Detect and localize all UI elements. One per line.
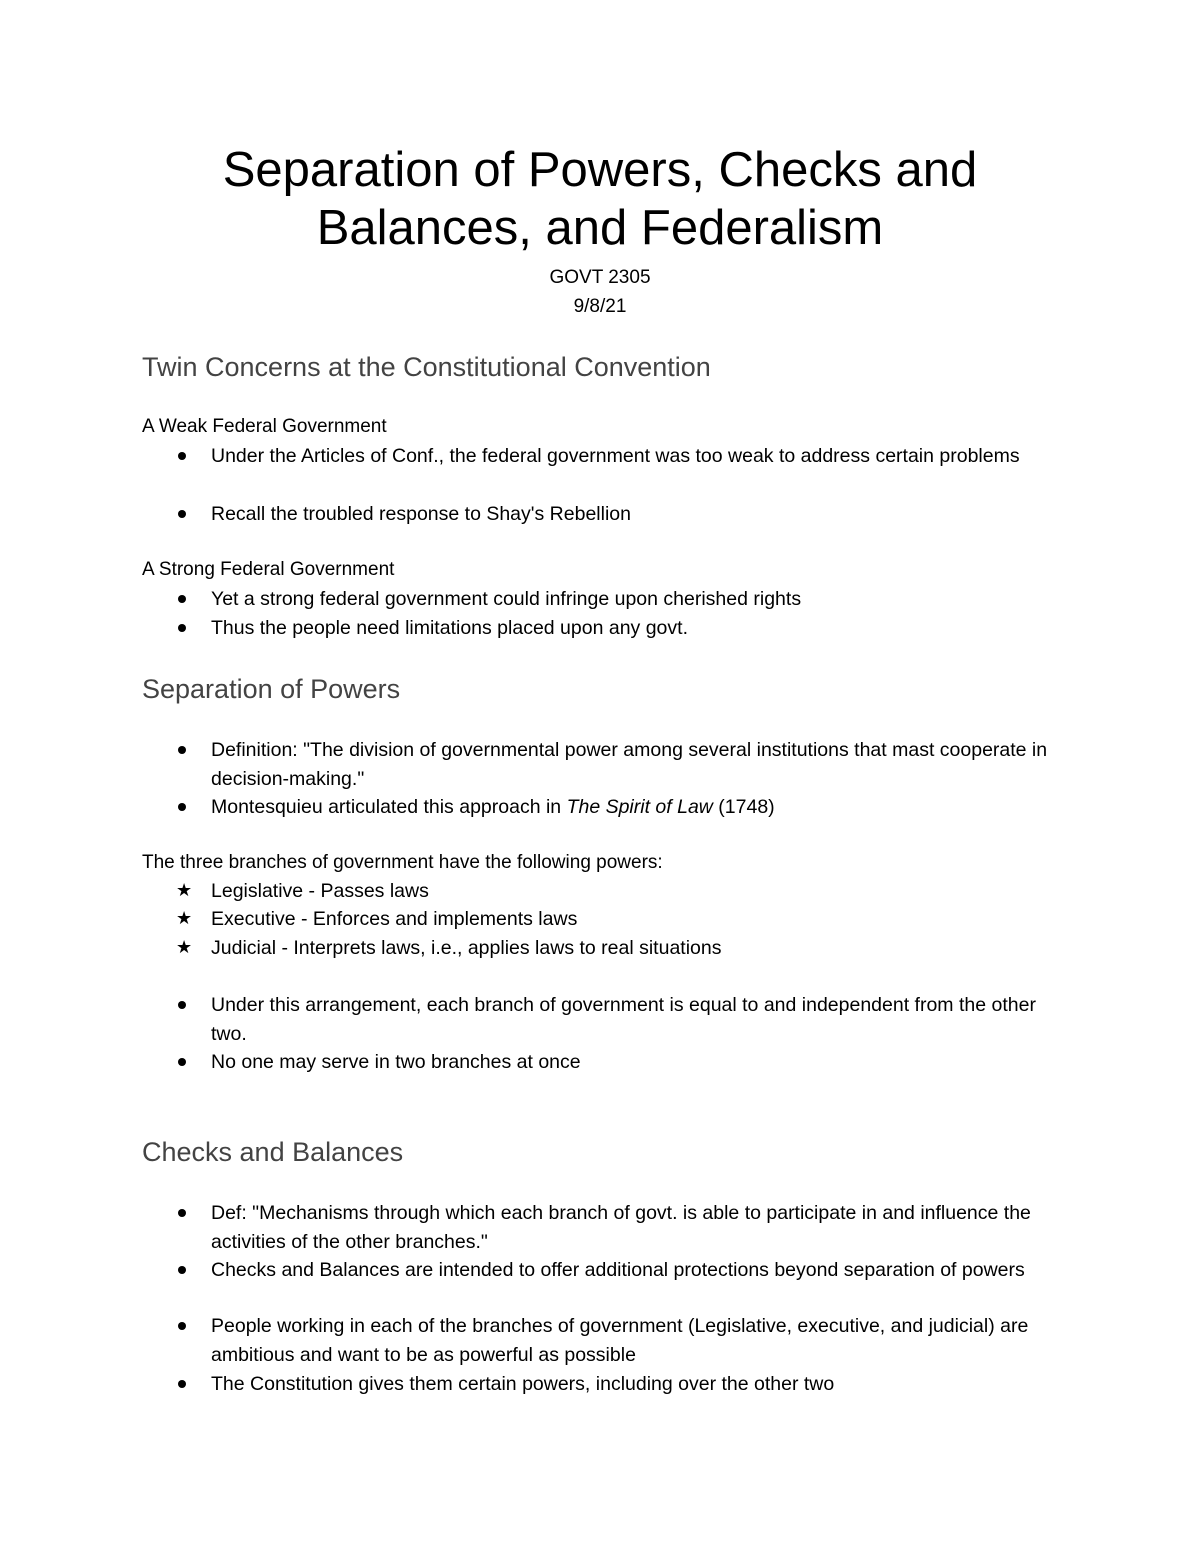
list-item: The Constitution gives them certain powers, including over the other two [211,1373,835,1395]
branches-label: The three branches of government have the following powers: [142,852,663,873]
list-item: Yet a strong federal government could infringe upon cherished rights [211,588,802,610]
montesquieu-suffix: (1748) [712,796,775,818]
bullet-icon [176,595,188,604]
star-bullet-icon: ★ [176,880,193,901]
title-line-2: Balances, and Federalism [316,201,884,255]
list-item: Recall the troubled response to Shay's Rebellion [211,503,631,525]
bullet-icon [176,1380,188,1389]
book-title: The Spirit of Law [566,796,713,818]
list-item: People working in each of the branches of government (Legislative, executive, and judicial) are ambitious and want to be as powerful as possible [211,1315,1029,1366]
list-item: Executive - Enforces and implements laws [211,908,578,930]
star-bullet-icon: ★ [176,937,193,958]
bullet-icon [176,1001,188,1010]
strong-government-label: A Strong Federal Government [142,559,395,580]
course-code: GOVT 2305 [549,267,651,288]
star-bullet-icon: ★ [176,908,193,929]
heading-twin-concerns: Twin Concerns at the Constitutional Convention [142,352,711,382]
bullet-icon [176,1266,188,1275]
list-item [211,793,1051,822]
document-date: 9/8/21 [573,296,627,317]
heading-checks-and-balances: Checks and Balances [142,1137,404,1167]
list-item: Legislative - Passes laws [211,880,429,902]
bullet-icon [176,510,188,519]
bullet-icon [176,624,188,633]
list-item: Definition: "The division of governmental power among several institutions that mast cooperate in decision-making." [211,739,1048,790]
montesquieu-prefix: Montesquieu articulated this approach in [211,796,567,818]
list-item: Judicial - Interprets laws, i.e., applies laws to real situations [211,937,722,959]
list-item: Def: "Mechanisms through which each branch of govt. is able to participate in and influence the activities of the other branches." [211,1202,1031,1253]
title-line-1: Separation of Powers, Checks and [222,143,978,197]
list-item: Under the Articles of Conf., the federal government was too weak to address certain problems [211,445,1020,467]
bullet-icon [176,1209,188,1218]
list-item: Under this arrangement, each branch of government is equal to and independent from the other two. [211,994,1036,1045]
list-item: No one may serve in two branches at once [211,1051,581,1073]
document-title [150,141,1050,257]
bullet-icon [176,746,188,755]
bullet-icon [176,452,188,461]
list-item: Thus the people need limitations placed upon any govt. [211,617,688,639]
bullet-icon [176,1058,188,1067]
list-item: Checks and Balances are intended to offer additional protections beyond separation of powers [211,1259,1025,1281]
weak-government-label: A Weak Federal Government [142,416,387,437]
bullet-icon [176,803,188,812]
heading-separation-of-powers: Separation of Powers [142,674,401,704]
bullet-icon [176,1322,188,1331]
